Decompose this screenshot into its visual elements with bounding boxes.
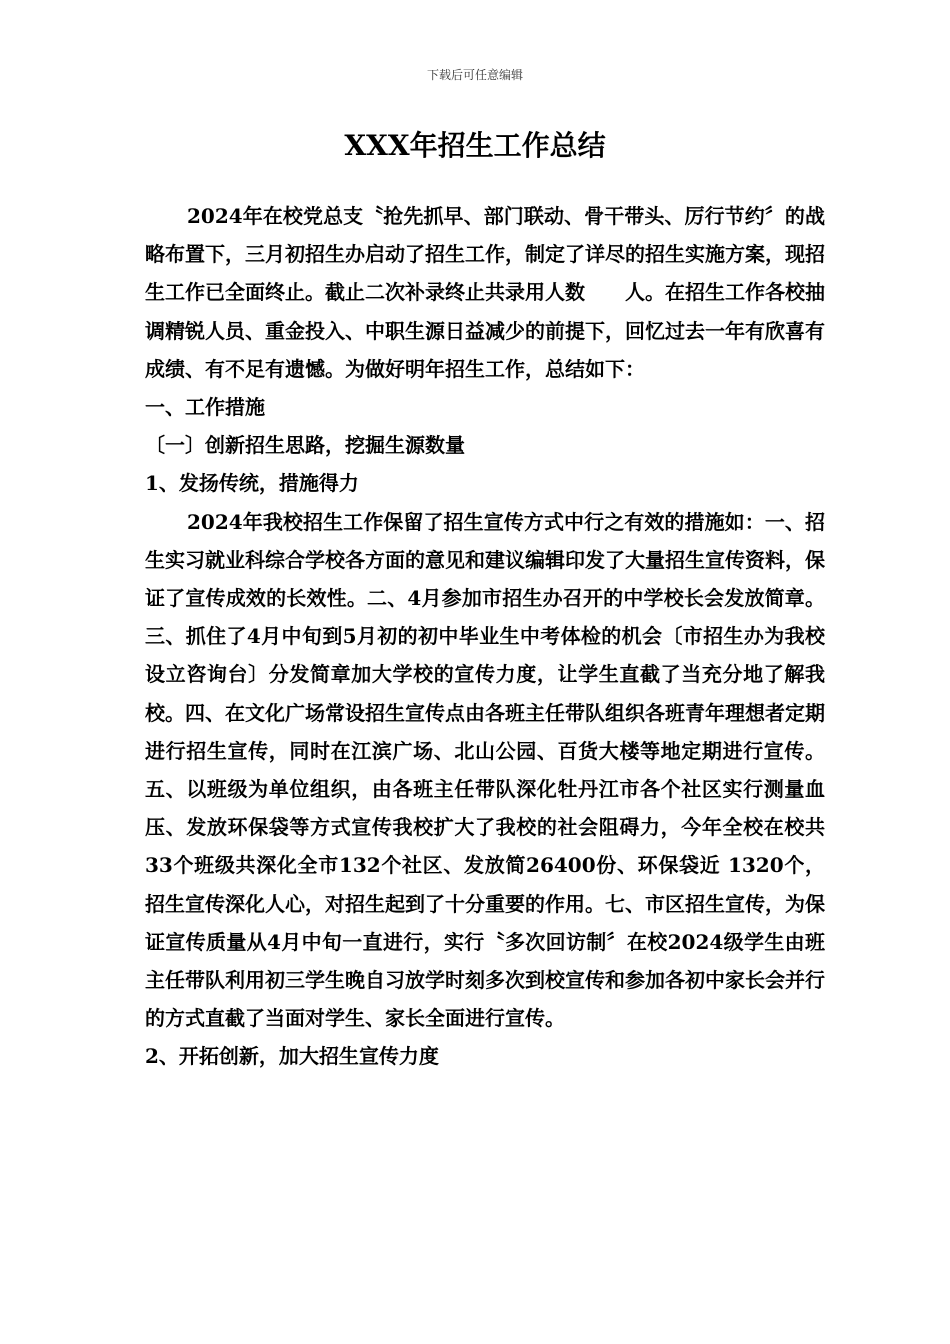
- subsection-heading-1: 〔一〕创新招生思路，挖掘生源数量: [145, 433, 465, 458]
- item-heading-1: 1、发扬传统，措施得力: [145, 471, 359, 496]
- document-body: [145, 197, 825, 1076]
- header-note: 下载后可任意编辑: [426, 68, 523, 82]
- section-heading-1: 一、工作措施: [145, 395, 265, 420]
- item-heading-2: 2、开拓创新，加大招生宣传力度: [145, 1044, 439, 1069]
- measures-paragraph: 2024年我校招生工作保留了招生宣传方式中行之有效的措施如：一、招生实习就业科综合学校各方面的意见和建议编辑印发了大量招生宣传资料，保证了宣传成效的长效性。二、4月参加市招生办召开的中学校长会发放简章。三、抓住了4月中旬到5月初的初中毕业生中考体检的机会〔市招生办为我校设立咨询台〕分发简章加大学校的宣传力度，让学生直截了当充分地了解我校。四、在文化广场常设招生宣传点由各班主任带队组织各班青年理想者定期进行招生宣传，同时在江滨广场、北山公园、百货大楼等地定期进行宣传。五、以班级为单位组织，由各班主任带队深化牡丹江市各个社区实行测量血压、发放环保袋等方式宣传我校扩大了我校的社会阻碍力，今年全校在校共33个班级共深化全市132个社区、发放简26400份、环保袋近 1320个，招生宣传深化人心，对招生起到了十分重要的作用。七、市区招生宣传，为保证宣传质量从4月中旬一直进行，实行〝多次回访制〞在校2024级学生由班主任带队利用初三学生晚自习放学时刻多次到校宣传和参加各初中家长会并行的方式直截了当面对学生、家长全面进行宣传。: [145, 509, 825, 1031]
- intro-paragraph: 2024年在校党总支〝抢先抓早、部门联动、骨干带头、厉行节约〞的战略布置下，三月初招生办启动了招生工作，制定了详尽的招生实施方案，现招生工作已全面终止。截止二次补录终止共录用人数 人。在招生工作各校抽调精锐人员、重金投入、中职生源日益减少的前提下，回忆过去一年有欣喜有成绩、有不足有遗憾。为做好明年招生工作，总结如下：: [145, 204, 825, 381]
- document-title: XXX年招生工作总结: [344, 129, 606, 162]
